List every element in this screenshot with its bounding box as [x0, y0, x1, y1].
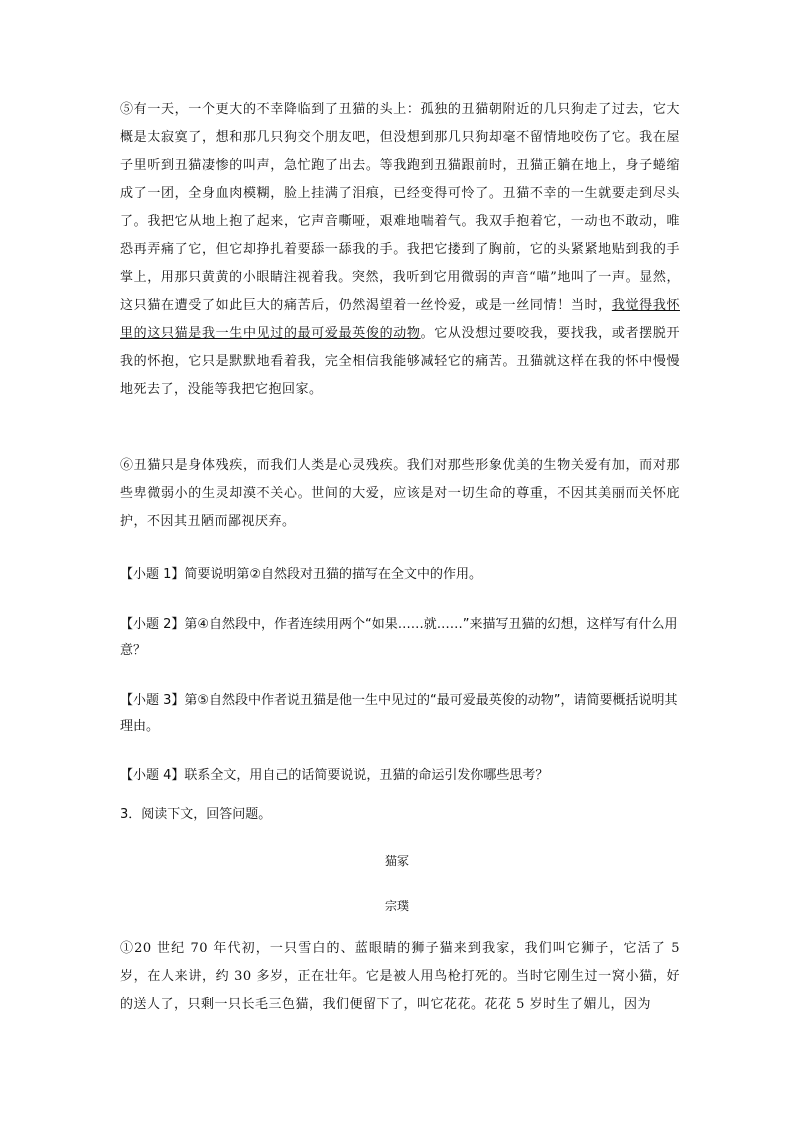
question-2: 【小题 2】第④自然段中，作者连续用两个“如果……就……”来描写丑猫的幻想，这样写有什么用意？ — [120, 617, 678, 658]
article-paragraph-1: ①20 世纪 70 年代初，一只雪白的、蓝眼睛的狮子猫来到我家，我们叫它狮子，它活了 5 岁，在人来讲，约 30 多岁，正在壮年。它是被人用鸟枪打死的。当时它刚生过一窝小猫，好的送人了，只剩一只长毛三色猫，我们便留下了，叫它花花。花花 5 岁时生了媚儿，因为 — [120, 941, 680, 1012]
paragraph-6: ⑥丑猫只是身体残疾，而我们人类是心灵残疾。我们对那些形象优美的生物关爱有加，而对那些卑微弱小的生灵却漠不关心。世间的大爱，应该是对一切生命的尊重，不因其美丽而关怀庇护，不因其丑陋而鄙视厌弃。 — [120, 458, 680, 529]
question-4: 【小题 4】联系全文，用自己的话简要说说，丑猫的命运引发你哪些思考？ — [120, 768, 549, 783]
article-title: 猫冢 — [384, 854, 409, 868]
question-3: 【小题 3】第⑤自然段中作者说丑猫是他一生中见过的“最可爱最英俊的动物”，请简要概括说明其理由。 — [120, 693, 678, 734]
article-author: 宗璞 — [384, 899, 409, 913]
paragraph-5-text-b: 。它从没想过要咬我，要找我，或者摆脱开我的怀抱，它只是默默地看着我，完全相信我能够减轻它的痛苦。丑猫就这样在我的怀中慢慢地死去了，没能等我把它抱回家。 — [120, 326, 680, 397]
paragraph-5-underlined-sentence: 我觉得我怀里的这只猫是我一生中见过的最可爱最英俊的动物 — [120, 298, 680, 341]
section-3-heading: 3．阅读下文，回答问题。 — [120, 807, 272, 822]
question-1: 【小题 1】简要说明第②自然段对丑猫的描写在全文中的作用。 — [120, 567, 483, 582]
paragraph-5 — [120, 96, 680, 404]
paragraph-5-text-a: ⑤有一天，一个更大的不幸降临到了丑猫的头上：孤独的丑猫朝附近的几只狗走了过去，它大概是太寂寞了，想和那几只狗交个朋友吧，但没想到那几只狗却毫不留情地咬伤了它。我在屋子里听到丑猫凄惨的叫声，急忙跑了出去。等我跑到丑猫跟前时，丑猫正躺在地上，身子蜷缩成了一团，全身血肉模糊，脸上挂满了泪痕，已经变得可怜了。丑猫不幸的一生就要走到尽头了。我把它从地上抱了起来，它声音嘶哑，艰难地喘着气。我双手抱着它，一动也不敢动，唯恐再弄痛了它，但它却挣扎着要舔一舔我的手。我把它搂到了胸前，它的头紧紧地贴到我的手掌上，用那只黄黄的小眼睛注视着我。突然，我听到它用微弱的声音“喵”地叫了一声。显然，这只猫在遭受了如此巨大的痛苦后，仍然渴望着一丝怜爱，或是一丝同情！当时， — [120, 102, 680, 313]
